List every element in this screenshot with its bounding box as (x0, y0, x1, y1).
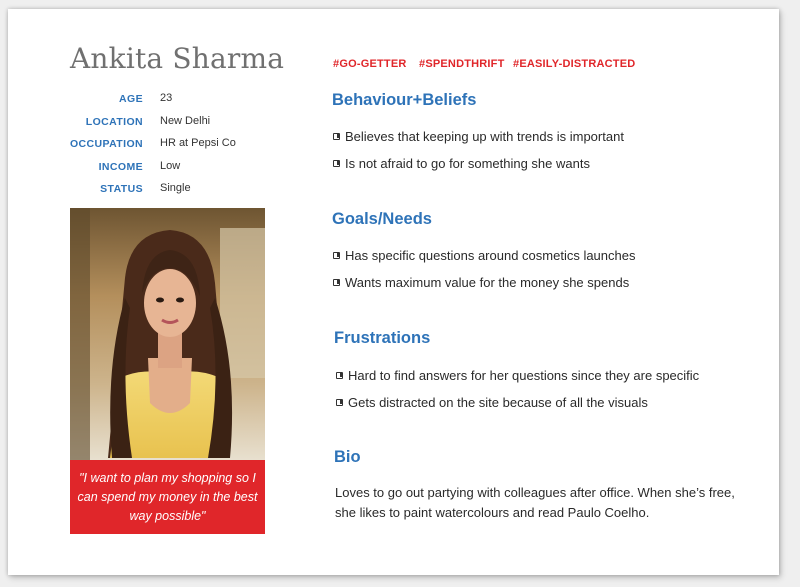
bio-text: Loves to go out partying with colleagues after office. When she’s free, she likes to paint watercolours and read Paulo Coelho. (335, 485, 735, 520)
info-label: INCOME (98, 161, 143, 173)
info-label: OCCUPATION (69, 138, 143, 150)
bullet-icon (336, 372, 343, 379)
bullet-icon (336, 399, 343, 406)
info-label: LOCATION (85, 116, 143, 128)
persona-photo-illustration (70, 208, 265, 460)
persona-card (8, 9, 779, 575)
info-row-age (63, 92, 263, 108)
info-row-location (63, 115, 263, 131)
info-value: Single (160, 182, 191, 194)
info-value: 23 (160, 92, 173, 104)
behaviour-title: Behaviour+Beliefs (332, 91, 477, 109)
info-value: New Delhi (160, 115, 211, 127)
info-row-income (63, 160, 263, 176)
info-label: AGE (119, 93, 143, 105)
goals-title: Goals/Needs (332, 210, 432, 228)
info-row-status (63, 182, 263, 198)
behaviour-item-text: Is not afraid to go for something she wants (345, 156, 590, 171)
tag-easily-distracted: #EASILY-DISTRACTED (513, 58, 636, 70)
persona-photo (70, 208, 265, 460)
info-row-occupation (63, 137, 263, 153)
persona-name: Ankita Sharma (70, 42, 285, 75)
info-label: STATUS (100, 183, 143, 195)
persona-quote: "I want to plan my shopping so I can spend my money in the best way possible" (70, 460, 265, 534)
goals-item-text: Has specific questions around cosmetics launches (345, 248, 636, 263)
bio-title: Bio (334, 448, 361, 466)
tag-go-getter: #GO-GETTER (333, 58, 407, 70)
bullet-icon (333, 279, 340, 286)
info-value: Low (160, 160, 181, 172)
info-value: HR at Pepsi Co (160, 137, 236, 149)
frustrations-item-text: Hard to find answers for her questions since they are specific (348, 368, 700, 383)
frustrations-item-text: Gets distracted on the site because of all the visuals (348, 395, 648, 410)
bullet-icon (333, 252, 340, 259)
behaviour-item-text: Believes that keeping up with trends is important (345, 129, 624, 144)
bullet-icon (333, 160, 340, 167)
bullet-icon (333, 133, 340, 140)
frustrations-title: Frustrations (334, 329, 431, 347)
tag-spendthrift: #SPENDTHRIFT (419, 58, 505, 70)
goals-item-text: Wants maximum value for the money she spends (345, 275, 630, 290)
